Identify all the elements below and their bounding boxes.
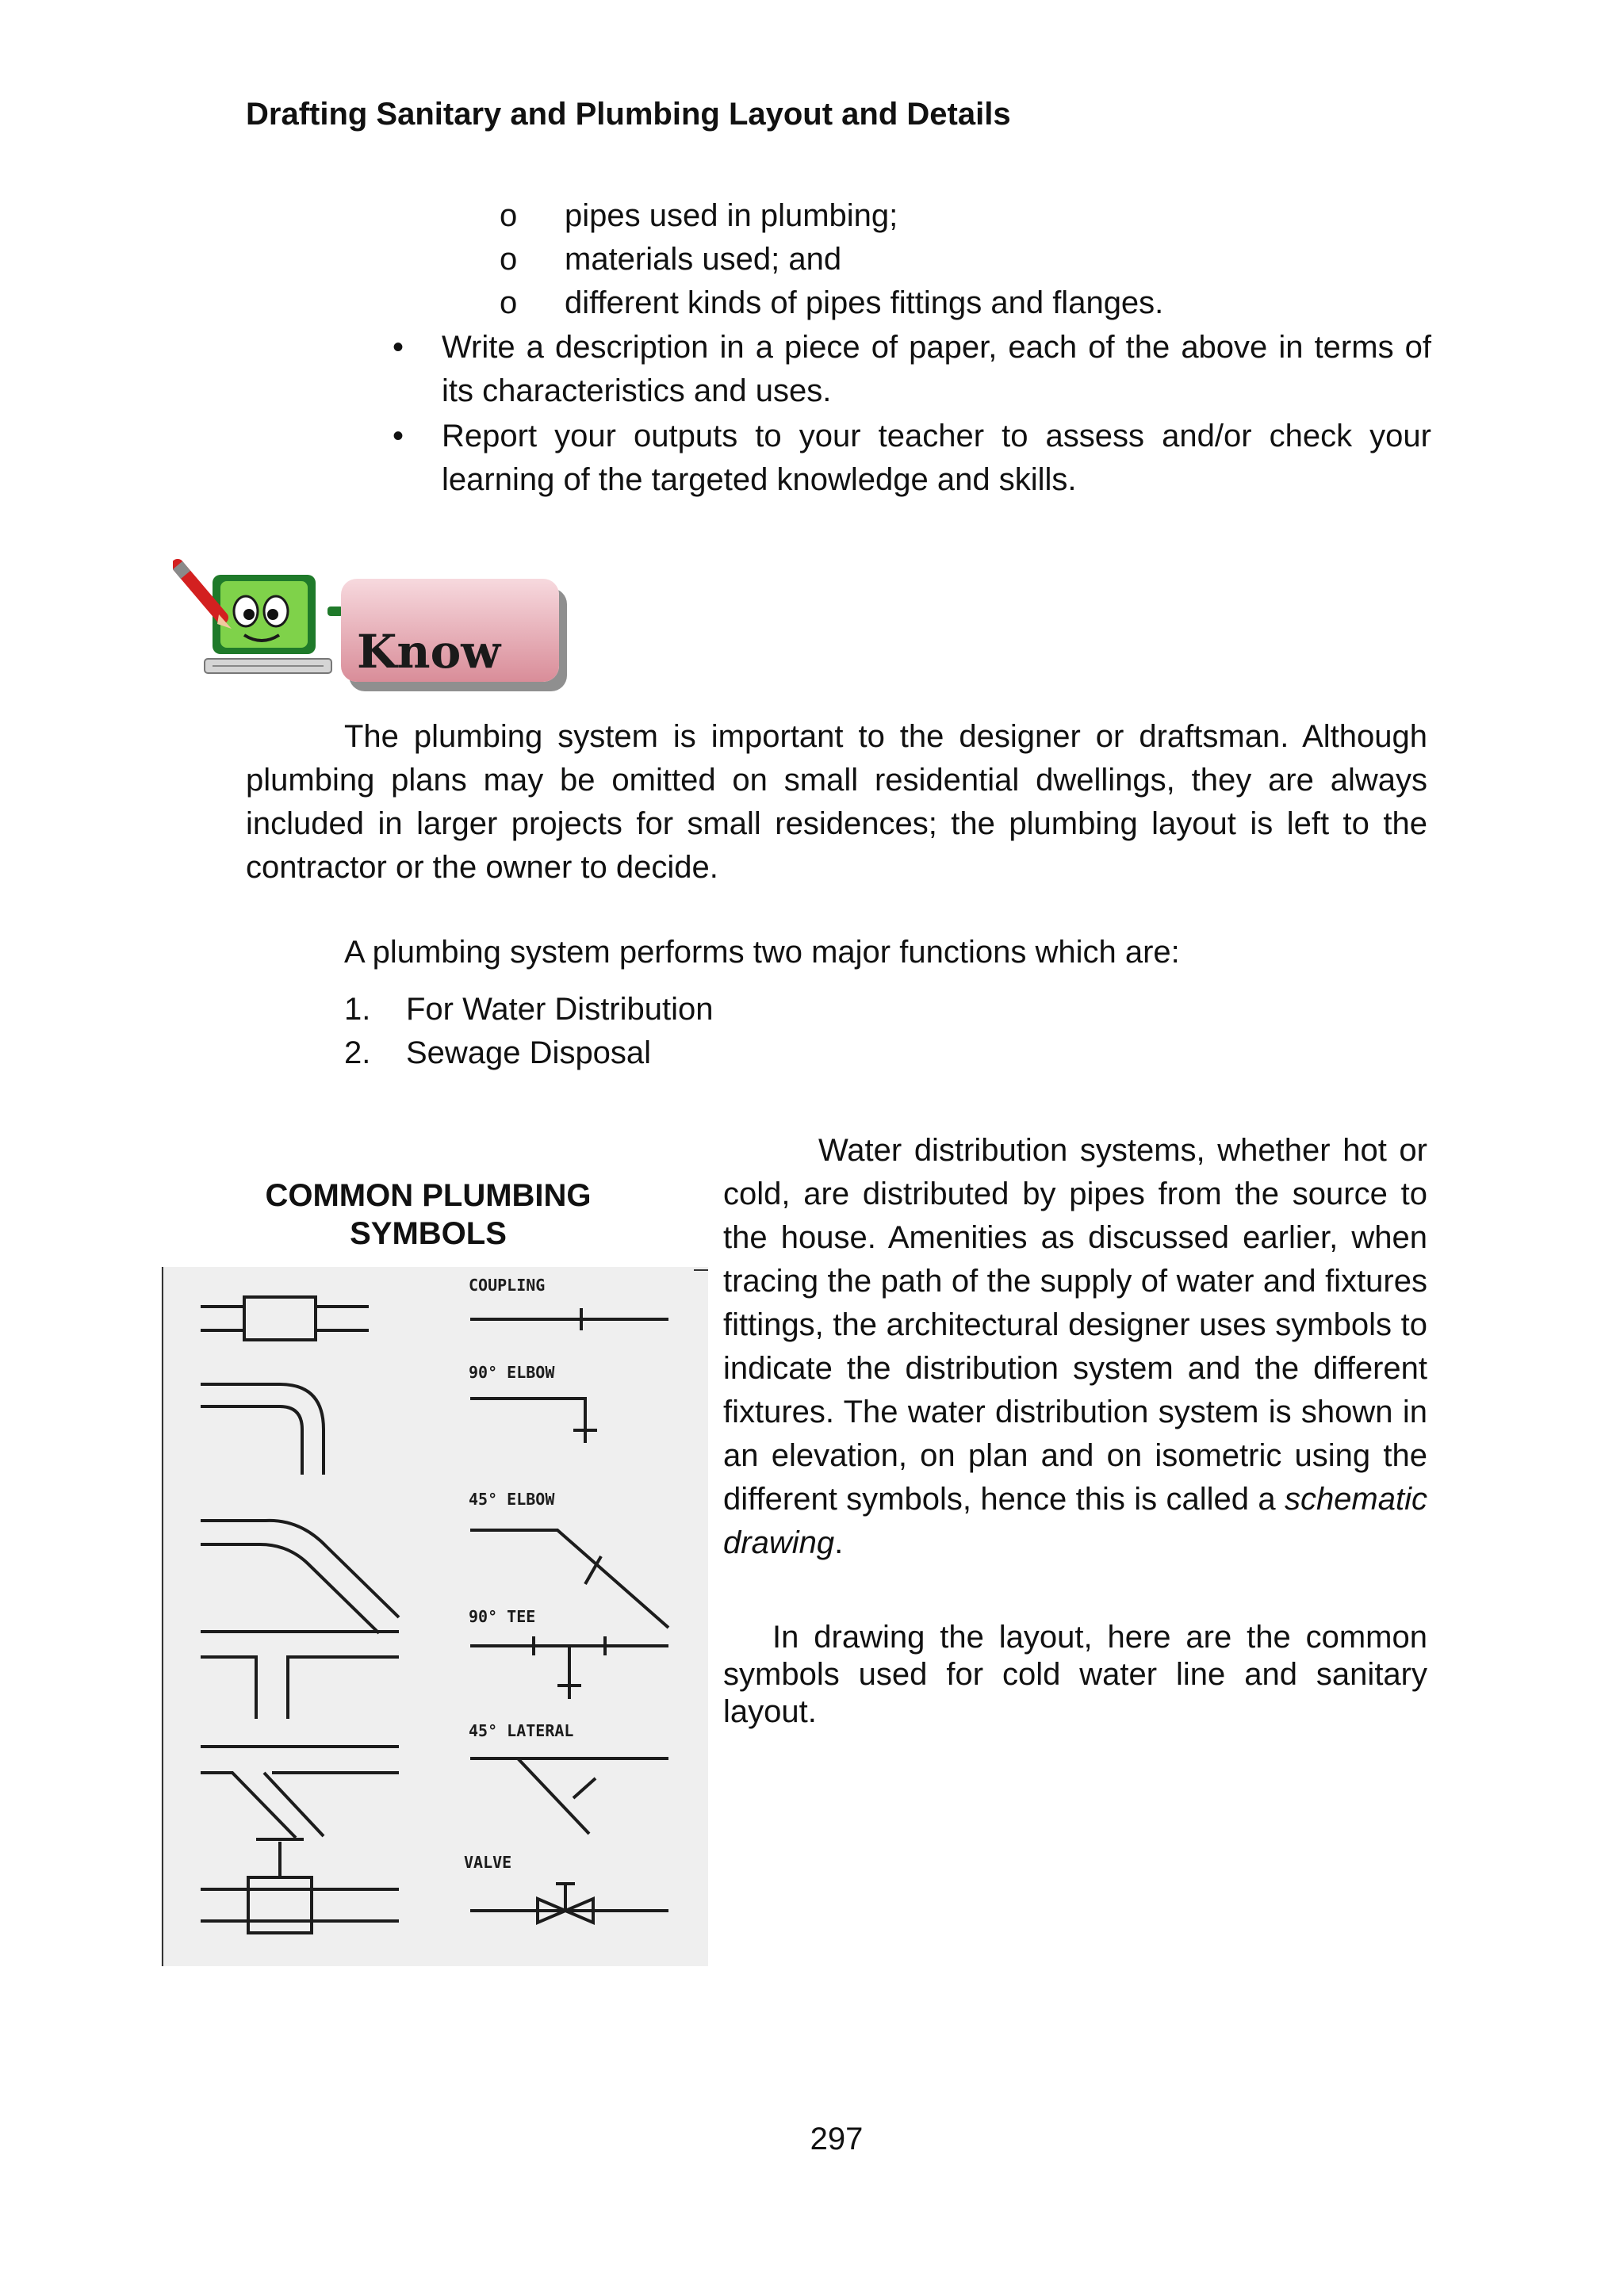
symbol-label-valve: VALVE [464, 1853, 512, 1872]
sub-bullet-text: different kinds of pipes fittings and flanges. [565, 285, 1164, 320]
know-section-badge [341, 579, 559, 682]
water-distribution-text: Water distribution systems, whether hot or cold, are distributed by pipes from the source to the house. Amenities as discussed earlier, when tracing the path of the supply of water and fixtures fittings, the architectural designer uses symbols to indicate the distribution system and the different fixtures. The water distribution system is shown in an elevation, on plan and on isometric using the different symbols, hence this is called a [723, 1133, 1427, 1517]
layout-paragraph [723, 1619, 1427, 1731]
page-number: 297 [810, 2122, 864, 2156]
functions-lead: A plumbing system performs two major functions which are: [344, 935, 1180, 970]
list-number: 2. [344, 1035, 371, 1070]
bullet-marker: • [393, 419, 404, 453]
water-distribution-paragraph [723, 1129, 1427, 1565]
bullet-text: Write a description in a piece of paper, each of the above in terms of its characteristics and uses. [442, 330, 1431, 408]
bullet-text: Report your outputs to your teacher to assess and/or check your learning of the targeted knowledge and skills. [442, 419, 1431, 497]
schematic-drawing-emphasis: schematic drawing [723, 1482, 1427, 1560]
symbols-title [238, 1177, 619, 1253]
bullet-marker: • [393, 330, 404, 365]
list-text: Sewage Disposal [406, 1035, 652, 1070]
bullet-item [393, 326, 1431, 413]
page-header: Drafting Sanitary and Plumbing Layout and Details [246, 97, 1011, 132]
know-label: Know [357, 625, 501, 679]
intro-paragraph [246, 715, 1427, 890]
symbol-label-90-elbow: 90° ELBOW [469, 1363, 555, 1382]
symbol-label-45-elbow: 45° ELBOW [469, 1490, 555, 1509]
symbol-label-90-tee: 90° TEE [469, 1607, 536, 1626]
list-number: 1. [344, 992, 371, 1027]
bullet-marker: o [500, 198, 518, 233]
list-text: For Water Distribution [406, 992, 714, 1027]
plumbing-symbols-figure [161, 1267, 708, 1966]
symbols-title-line1: COMMON PLUMBING [265, 1178, 592, 1213]
computer-mascot-with-pencil-icon [173, 559, 347, 686]
intro-text: The plumbing system is important to the designer or draftsman. Although plumbing plans may be omitted on small residential dwellings, they are always included in larger projects for small residences; the plumbing layout is left to the contractor or the owner to decide. [246, 719, 1427, 885]
symbol-label-coupling: COUPLING [469, 1276, 546, 1295]
layout-text: In drawing the layout, here are the common symbols used for cold water line and sanitary layout. [723, 1620, 1427, 1729]
bullet-marker: o [500, 285, 518, 320]
bullet-marker: o [500, 242, 518, 277]
symbols-title-line2: SYMBOLS [350, 1216, 507, 1251]
symbol-label-45-lateral: 45° LATERAL [469, 1721, 574, 1740]
sub-bullet-text: materials used; and [565, 242, 842, 277]
bullet-item [393, 415, 1431, 502]
water-distribution-end: . [834, 1525, 844, 1560]
sub-bullet-text: pipes used in plumbing; [565, 198, 898, 233]
